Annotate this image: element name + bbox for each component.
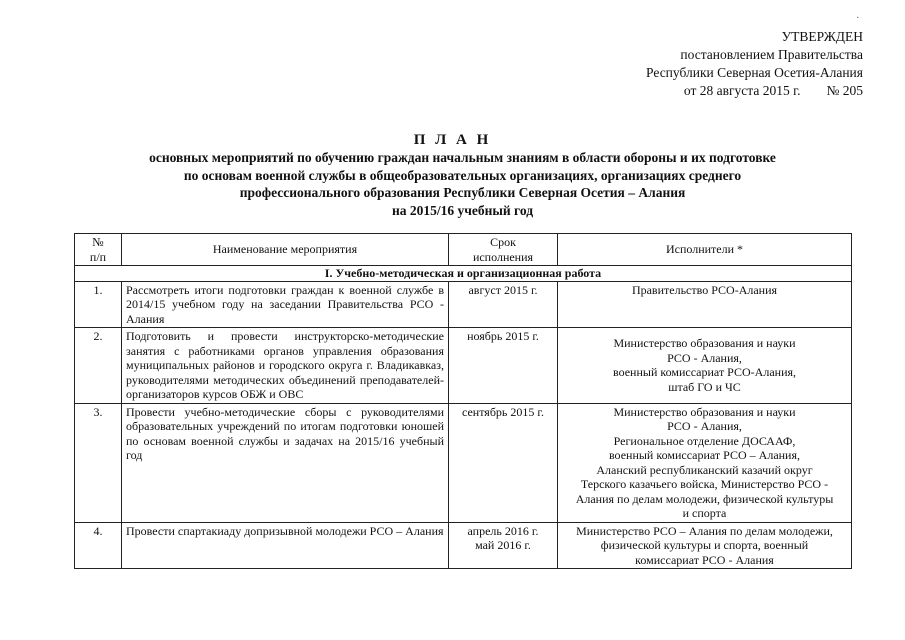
term-line: ноябрь 2015 г. (467, 329, 539, 343)
executor-line: Алания по делам молодежи, физической культуры (575, 491, 834, 506)
row-number: 4. (75, 522, 122, 569)
approval-date: от 28 августа 2015 г. (683, 83, 801, 98)
executor-line: Аланский республиканский казачий округ (596, 462, 813, 477)
table-header-row (75, 234, 852, 266)
approval-heading: УТВЕРЖДЕН (781, 29, 863, 44)
approval-stamp (646, 28, 863, 100)
executor-line: Региональное отделение ДОСААФ, (613, 433, 796, 448)
row-term (449, 281, 558, 328)
plan-table (74, 233, 852, 569)
header-number (75, 234, 122, 266)
executor-line: Правительство РСО-Алания (631, 282, 778, 297)
executor-line: РСО - Алания, (667, 350, 742, 365)
term-line: апрель 2016 г. (467, 523, 539, 538)
document-subtitle (60, 149, 865, 219)
document-title: П Л А Н (413, 132, 492, 148)
subtitle-line: на 2015/16 учебный год (391, 202, 534, 218)
approval-line: постановлением Правительства (680, 47, 863, 62)
executor-line: Министерство РСО – Алания по делам молодежи, (576, 523, 833, 538)
header-term (449, 234, 558, 266)
scan-mark: . (856, 10, 859, 21)
table-row (75, 328, 852, 404)
section-row (75, 266, 852, 282)
section-title: I. Учебно-методическая и организационная работа (75, 266, 852, 282)
approval-line: Республики Северная Осетия-Алания (646, 65, 863, 80)
row-executors (558, 328, 852, 404)
row-activity: Провести спартакиаду допризывной молодежи РСО – Алания (122, 522, 449, 569)
header-term-line: исполнения (472, 249, 534, 264)
executor-line: РСО - Алания, (667, 419, 742, 433)
table-row (75, 403, 852, 522)
row-term (449, 522, 558, 569)
subtitle-line: по основам военной службы в общеобразовательных организациях, организациях среднего (183, 167, 742, 183)
executor-line: Терского казачьего войска, Министерство РСО - (580, 477, 829, 491)
row-term (449, 328, 558, 404)
row-term (449, 403, 558, 522)
header-activity: Наименование мероприятия (122, 234, 449, 266)
table-row (75, 281, 852, 328)
executor-line: военный комиссариат РСО – Алания, (608, 448, 801, 462)
subtitle-line: профессионального образования Республики Северная Осетия – Алания (239, 185, 686, 200)
row-number: 3. (75, 403, 122, 522)
row-number: 1. (75, 281, 122, 328)
term-line: май 2016 г. (475, 538, 531, 552)
approval-number: № 205 (826, 83, 863, 98)
executor-line: военный комиссариат РСО-Алания, (612, 365, 797, 380)
row-executors (558, 403, 852, 522)
term-line: август 2015 г. (468, 282, 538, 297)
header-number-line: п/п (89, 249, 107, 264)
table-row (75, 522, 852, 569)
subtitle-line: основных мероприятий по обучению граждан начальным знаниям в области обороны и их подготовке (149, 150, 776, 165)
executor-line: Министерство образования и науки (613, 404, 796, 419)
row-number: 2. (75, 328, 122, 404)
header-executors: Исполнители * (558, 234, 852, 266)
approval-date-line (646, 82, 863, 100)
header-number-line: № (92, 235, 104, 249)
executor-line: и спорта (682, 506, 727, 520)
row-activity: Провести учебно-методические сборы с руководителями образовательных учреждений по итогам подготовки юношей по основам военной службы и задачах на 2015/16 учебный год (122, 403, 449, 522)
header-term-line: Срок (490, 235, 516, 249)
executor-line: физической культуры и спорта, военный (600, 538, 809, 552)
executor-line: Министерство образования и науки (613, 336, 796, 351)
executor-line: штаб ГО и ЧС (668, 379, 741, 394)
term-line: сентябрь 2015 г. (462, 404, 544, 419)
row-executors (558, 522, 852, 569)
executor-line: комиссариат РСО - Алания (635, 552, 774, 567)
row-activity: Подготовить и провести инструкторско-методические занятия с работниками органов управления образования муниципальных районов и городского округа г. Владикавказ, руководителями методических объединений преподавателей-организаторов курсов ОБЖ и ОВС (122, 328, 449, 404)
row-activity: Рассмотреть итоги подготовки граждан к военной службе в 2014/15 учебном году на заседании Правительства РСО - Алания (122, 281, 449, 328)
row-executors (558, 281, 852, 328)
